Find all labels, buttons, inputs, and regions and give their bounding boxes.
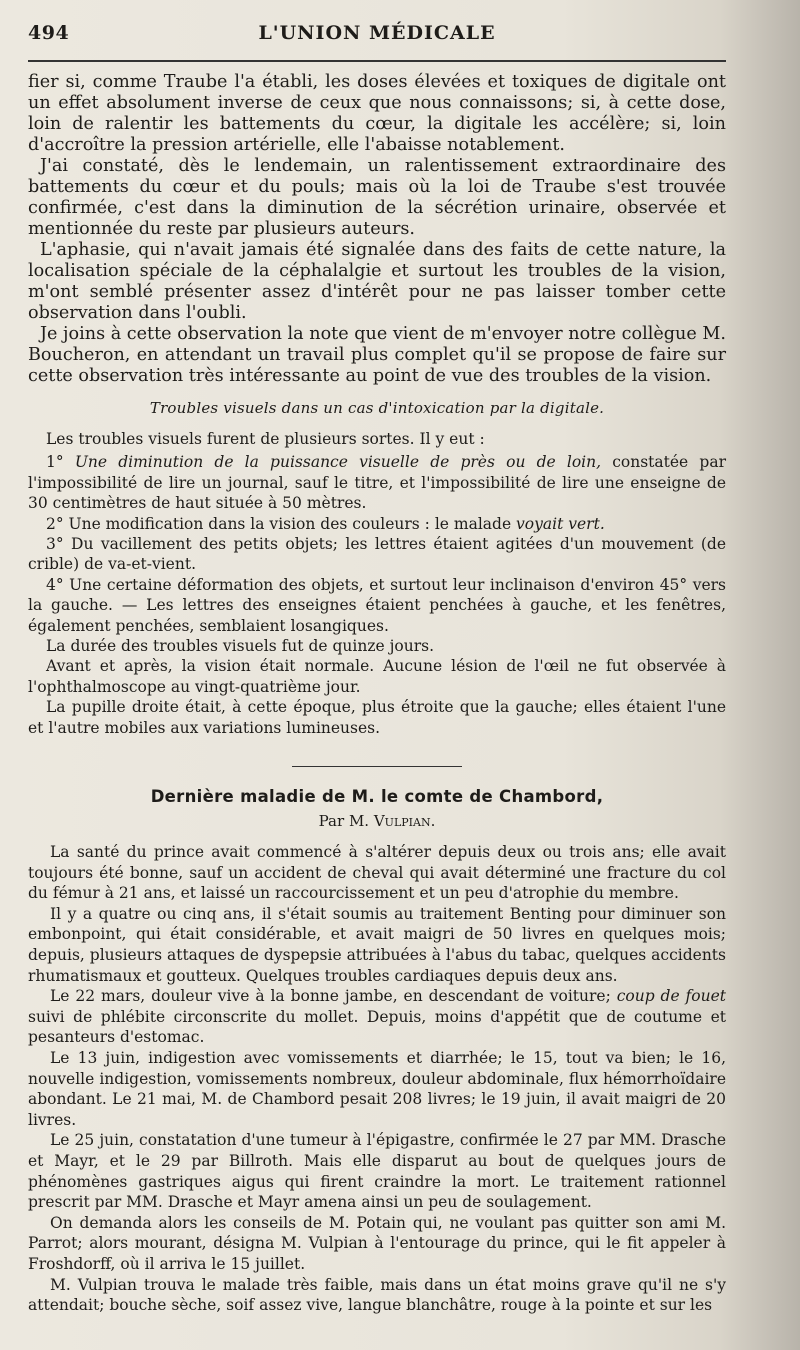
paragraph: L'aphasie, qui n'avait jamais été signalée dans des faits de cette nature, la localisation spéciale de la céphalalgie et surtout les troubles de la vision, m'ont semblé présenter assez d'intérêt pour ne pas laisser tomber cette observation dans l'oubli. bbox=[28, 240, 726, 323]
item-number: 1° bbox=[46, 453, 64, 472]
text-run: Le 22 mars, douleur vive à la bonne jambe, en descendant de voiture; bbox=[50, 987, 617, 1006]
byline-author: Vulpian. bbox=[373, 812, 436, 831]
section-digitale-observation bbox=[28, 72, 726, 387]
section-troubles-visuels bbox=[28, 429, 726, 738]
list-item: 4° Une certaine déformation des objets, et surtout leur inclinaison d'environ 45° vers la gauche. — Les lettres des enseignes étaient penchées à gauche, et les fenêtres, également penchées, semblaient losangiques. bbox=[28, 575, 726, 635]
list-item bbox=[28, 452, 726, 513]
paragraph: Les troubles visuels furent de plusieurs sortes. Il y eut : bbox=[46, 430, 485, 448]
section-chambord bbox=[28, 842, 726, 1316]
paragraph: Le 13 juin, indigestion avec vomissements et diarrhée; le 15, tout va bien; le 16, nouvelle indigestion, vomissements nombreux, douleur abdominale, flux hémorrhoïdaire abondant. Le 21 mai, M. de Chambord pesait 208 livres; le 19 juin, il avait maigri de 20 livres. bbox=[28, 1049, 726, 1129]
paragraph: La pupille droite était, à cette époque, plus étroite que la gauche; elles étaient l'une et l'autre mobiles aux variations lumineuses. bbox=[28, 698, 726, 737]
page-header bbox=[28, 18, 726, 52]
paragraph: J'ai constaté, dès le lendemain, un ralentissement extraordinaire des battements du cœur et du pouls; mais où la loi de Traube s'est trouvée confirmée, c'est dans la diminution de la sécrétion urinaire, observée et mentionnée du reste par plusieurs auteurs. bbox=[28, 156, 726, 239]
list-item bbox=[28, 514, 726, 534]
running-title: L'UNION MÉDICALE bbox=[258, 22, 496, 44]
article-title: Dernière maladie de M. le comte de Chambord, bbox=[150, 787, 604, 807]
paragraph: Je joins à cette observation la note que vient de m'envoyer notre collègue M. Boucheron, en attendant un travail plus complet qu'il se propose de faire sur cette observation très intéressante au point de vue des troubles de la vision. bbox=[28, 324, 726, 386]
item-emphasis: Une diminution de la puissance visuelle de près ou de loin, bbox=[74, 453, 602, 472]
item-text: constatée par l'impossibilité de lire un journal, sauf le titre, et l'impossibilité de lire une enseigne de 30 centimètres de haut située à 50 mètres. bbox=[28, 453, 726, 513]
paragraph: Le 25 juin, constatation d'une tumeur à l'épigastre, confirmée le 27 par MM. Drasche et Mayr, et le 29 par Billroth. Mais elle disparut au bout de quelques jours de phénomènes gastriques aigus qui firent craindre la mort. Le traitement rationnel prescrit par MM. Drasche et Mayr amena ainsi un peu de soulagement. bbox=[28, 1131, 726, 1212]
subheading-troubles-visuels: Troubles visuels dans un cas d'intoxication par la digitale. bbox=[149, 399, 605, 417]
list-item: 3° Du vacillement des petits objets; les lettres étaient agitées d'un mouvement (de crible) de va-et-vient. bbox=[28, 535, 726, 574]
paragraph: La santé du prince avait commencé à s'altérer depuis deux ou trois ans; elle avait toujours été bonne, sauf un accident de cheval qui avait déterminé une fracture du col du fémur à 21 ans, et laissé un raccourcissement et un peu d'atrophie du membre. bbox=[28, 843, 726, 903]
paragraph bbox=[28, 986, 726, 1048]
page-number: 494 bbox=[28, 22, 70, 44]
item-text: 2° Une modification dans la vision des couleurs : le malade bbox=[46, 514, 517, 533]
item-emphasis: voyait vert. bbox=[516, 514, 605, 533]
paragraph: La durée des troubles visuels fut de quinze jours. bbox=[46, 637, 434, 656]
text-emphasis: coup de fouet bbox=[616, 987, 726, 1006]
byline bbox=[28, 812, 726, 830]
section-separator bbox=[292, 766, 462, 767]
paragraph: Il y a quatre ou cinq ans, il s'était soumis au traitement Benting pour diminuer son embonpoint, qui était considérable, et avait maigri de 50 livres en quelques mois; depuis, plusieurs attaques de dyspepsie attribuées à l'abus du tabac, quelques accidents rhumatismaux et goutteux. Quelques troubles cardiaques depuis deux ans. bbox=[28, 904, 726, 985]
paragraph: On demanda alors les conseils de M. Potain qui, ne voulant pas quitter son ami M. Parrot; alors mourant, désigna M. Vulpian à l'entourage du prince, qui le fit appeler à Froshdorff, où il arriva le 15 juillet. bbox=[28, 1213, 726, 1273]
paragraph: Avant et après, la vision était normale. Aucune lésion de l'œil ne fut observée à l'ophthalmoscope au vingt-quatrième jour. bbox=[28, 657, 726, 696]
byline-prefix: Par M. bbox=[318, 812, 374, 831]
header-rule bbox=[28, 60, 726, 62]
text-run: suivi de phlébite circonscrite du mollet. Depuis, moins d'appétit que de coutume et pesanteurs d'estomac. bbox=[28, 1007, 726, 1047]
paragraph: fier si, comme Traube l'a établi, les doses élevées et toxiques de digitale ont un effet absolument inverse de ceux que nous connaissons; si, à cette dose, loin de ralentir les battements du cœur, la digitale les accélère; si, loin d'accroître la pression artérielle, elle l'abaisse notablement. bbox=[28, 72, 726, 155]
paragraph: M. Vulpian trouva le malade très faible, mais dans un état moins grave qu'il ne s'y attendait; bouche sèche, soif assez vive, langue blanchâtre, rouge à la pointe et sur les bbox=[28, 1275, 726, 1315]
